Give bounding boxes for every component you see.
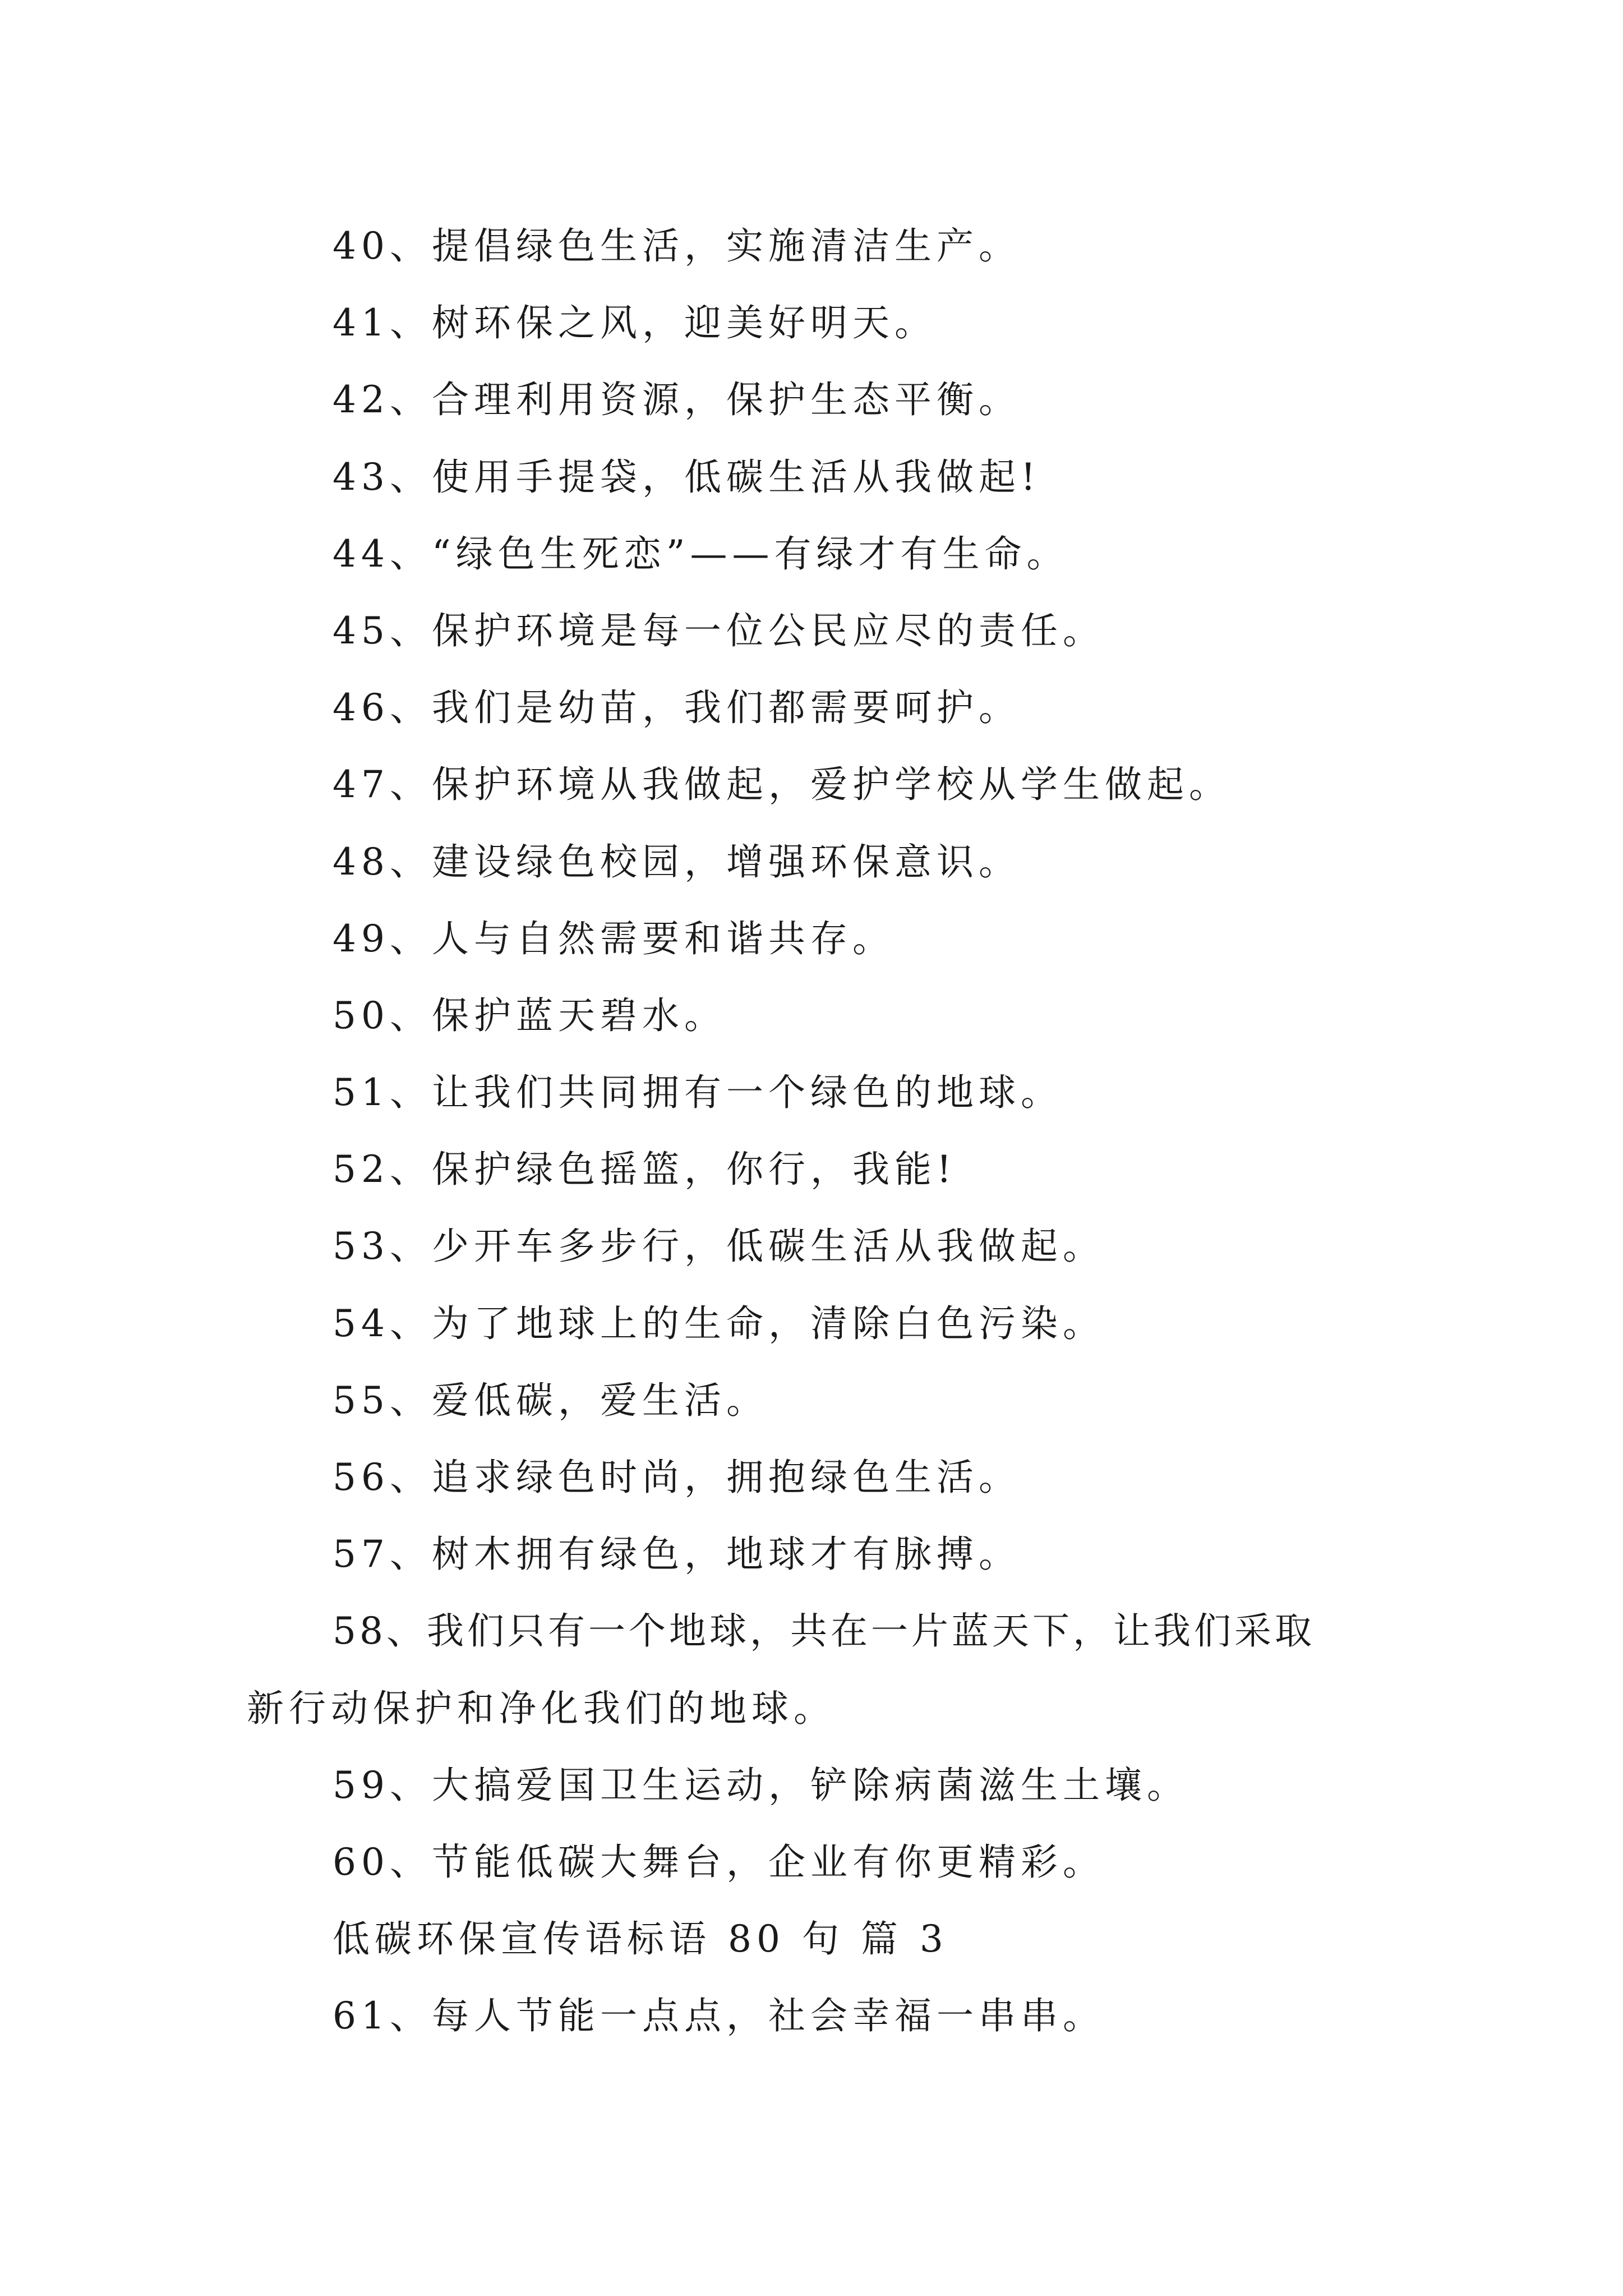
slogan-41: 41、树环保之风，迎美好明天。 <box>333 301 937 345</box>
slogan-57: 57、树木拥有绿色，地球才有脉搏。 <box>333 1533 1021 1576</box>
slogan-52: 52、保护绿色摇篮，你行，我能! <box>333 1148 957 1191</box>
slogan-61: 61、每人节能一点点，社会幸福一串串。 <box>333 1994 1105 2038</box>
slogan-58-line-2: 新行动保护和净化我们的地球。 <box>247 1686 836 1730</box>
slogan-45: 45、保护环境是每一位公民应尽的责任。 <box>333 609 1105 652</box>
slogan-46: 46、我们是幼苗，我们都需要呵护。 <box>333 686 1021 730</box>
slogan-53: 53、少开车多步行，低碳生活从我做起。 <box>333 1225 1105 1268</box>
document-body <box>0 208 1623 2055</box>
slogan-60: 60、节能低碳大舞台，企业有你更精彩。 <box>333 1840 1105 1884</box>
section-heading: 低碳环保宣传语标语 80 句 篇 3 <box>333 1917 948 1961</box>
slogan-59: 59、大搞爱国卫生运动，铲除病菌滋生土壤。 <box>333 1763 1189 1807</box>
slogan-54: 54、为了地球上的生命，清除白色污染。 <box>333 1301 1105 1345</box>
slogan-40: 40、提倡绿色生活，实施清洁生产。 <box>333 224 1021 268</box>
slogan-58-line-1: 58、我们只有一个地球，共在一片蓝天下，让我们采取 <box>333 1609 1315 1653</box>
slogan-48: 48、建设绿色校园，增强环保意识。 <box>333 840 1021 884</box>
slogan-42: 42、合理利用资源，保护生态平衡。 <box>333 378 1021 422</box>
slogan-55: 55、爱低碳，爱生活。 <box>333 1378 768 1422</box>
slogan-51: 51、让我们共同拥有一个绿色的地球。 <box>333 1071 1063 1115</box>
slogan-50: 50、保护蓝天碧水。 <box>333 993 726 1037</box>
slogan-49: 49、人与自然需要和谐共存。 <box>333 917 895 960</box>
slogan-47: 47、保护环境从我做起，爱护学校从学生做起。 <box>333 763 1231 807</box>
slogan-43: 43、使用手提袋，低碳生活从我做起! <box>333 455 1041 499</box>
slogan-44: 44、“绿色生死恋”——有绿才有生命。 <box>333 532 1069 576</box>
slogan-56: 56、追求绿色时尚，拥抱绿色生活。 <box>333 1456 1021 1499</box>
